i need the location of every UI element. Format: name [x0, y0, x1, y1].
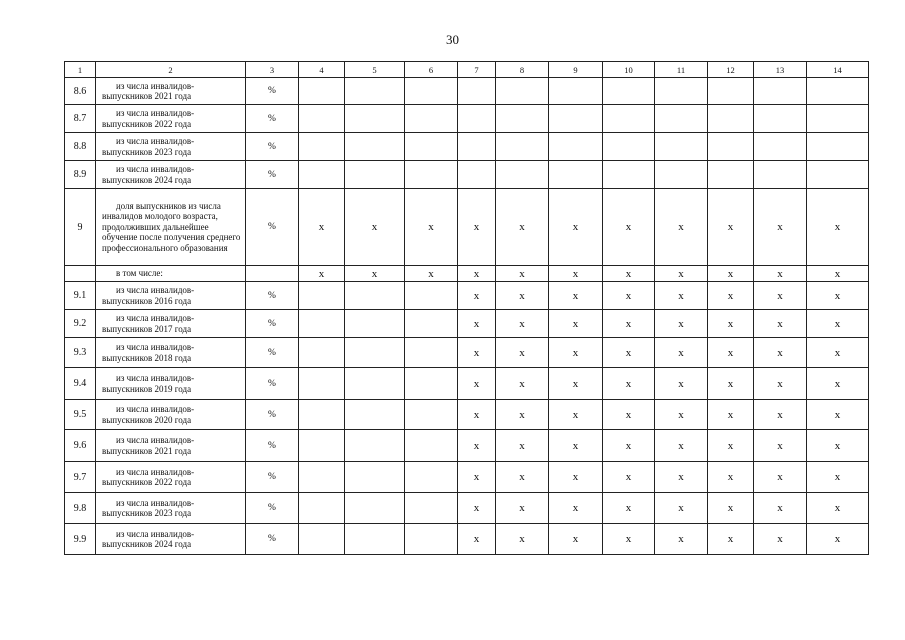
- empty-cell: [299, 462, 345, 493]
- row-label-cell: [96, 78, 246, 105]
- column-number: 9: [549, 62, 603, 78]
- empty-cell: [345, 161, 405, 189]
- row-unit: %: [246, 105, 299, 133]
- column-number: 8: [496, 62, 549, 78]
- x-mark-cell: x: [807, 189, 869, 266]
- row-label: из числа инвалидов-выпускников 2017 года: [102, 313, 195, 334]
- empty-cell: [807, 133, 869, 161]
- column-number: 4: [299, 62, 345, 78]
- x-mark-cell: x: [299, 189, 345, 266]
- x-mark-cell: x: [549, 338, 603, 368]
- empty-cell: [405, 524, 458, 555]
- table-row: [65, 430, 869, 462]
- table-row: [65, 161, 869, 189]
- x-mark-cell: x: [496, 493, 549, 524]
- row-unit: %: [246, 78, 299, 105]
- empty-cell: [299, 105, 345, 133]
- empty-cell: [299, 133, 345, 161]
- x-mark-cell: x: [458, 493, 496, 524]
- row-label-cell: [96, 524, 246, 555]
- column-number: 11: [655, 62, 708, 78]
- row-number: 9.2: [65, 310, 96, 338]
- row-label-cell: [96, 493, 246, 524]
- x-mark-cell: x: [708, 368, 754, 400]
- empty-cell: [299, 400, 345, 430]
- empty-cell: [345, 310, 405, 338]
- empty-cell: [345, 78, 405, 105]
- x-mark-cell: x: [549, 266, 603, 282]
- empty-cell: [603, 161, 655, 189]
- empty-cell: [496, 105, 549, 133]
- empty-cell: [299, 78, 345, 105]
- empty-cell: [603, 105, 655, 133]
- x-mark-cell: x: [458, 524, 496, 555]
- empty-cell: [754, 105, 807, 133]
- x-mark-cell: x: [807, 462, 869, 493]
- x-mark-cell: x: [708, 493, 754, 524]
- x-mark-cell: x: [496, 310, 549, 338]
- row-label-cell: [96, 310, 246, 338]
- row-label-cell: [96, 400, 246, 430]
- row-unit: %: [246, 282, 299, 310]
- row-label-cell: [96, 105, 246, 133]
- table-row: [65, 493, 869, 524]
- row-number: 8.9: [65, 161, 96, 189]
- x-mark-cell: x: [549, 430, 603, 462]
- empty-cell: [405, 338, 458, 368]
- x-mark-cell: x: [754, 338, 807, 368]
- table-body: [65, 62, 869, 555]
- empty-cell: [345, 368, 405, 400]
- empty-cell: [405, 462, 458, 493]
- column-number: 2: [96, 62, 246, 78]
- x-mark-cell: x: [458, 338, 496, 368]
- table-row: [65, 310, 869, 338]
- x-mark-cell: x: [458, 310, 496, 338]
- x-mark-cell: x: [754, 189, 807, 266]
- row-unit: [246, 266, 299, 282]
- x-mark-cell: x: [807, 368, 869, 400]
- row-label: в том числе:: [116, 268, 163, 279]
- x-mark-cell: x: [496, 430, 549, 462]
- x-mark-cell: x: [458, 266, 496, 282]
- x-mark-cell: x: [708, 462, 754, 493]
- empty-cell: [345, 524, 405, 555]
- x-mark-cell: x: [345, 189, 405, 266]
- empty-cell: [299, 338, 345, 368]
- x-mark-cell: x: [603, 368, 655, 400]
- table-row: [65, 368, 869, 400]
- empty-cell: [708, 78, 754, 105]
- row-label-cell: [96, 189, 246, 266]
- x-mark-cell: x: [458, 282, 496, 310]
- x-mark-cell: x: [708, 310, 754, 338]
- x-mark-cell: x: [603, 400, 655, 430]
- empty-cell: [299, 282, 345, 310]
- row-label-cell: [96, 282, 246, 310]
- x-mark-cell: x: [549, 400, 603, 430]
- table-row: [65, 338, 869, 368]
- empty-cell: [603, 133, 655, 161]
- x-mark-cell: x: [807, 430, 869, 462]
- table-row: [65, 400, 869, 430]
- row-label: доля выпускников из числа инвалидов молодого возраста, продолживших дальнейшее обучение после получения среднего профессионального образования: [102, 200, 241, 253]
- empty-cell: [405, 78, 458, 105]
- empty-cell: [345, 338, 405, 368]
- x-mark-cell: x: [496, 189, 549, 266]
- x-mark-cell: x: [496, 266, 549, 282]
- row-label: из числа инвалидов-выпускников 2016 года: [102, 285, 195, 306]
- x-mark-cell: x: [655, 462, 708, 493]
- row-number: 9.5: [65, 400, 96, 430]
- x-mark-cell: x: [754, 462, 807, 493]
- empty-cell: [299, 430, 345, 462]
- x-mark-cell: x: [754, 310, 807, 338]
- x-mark-cell: x: [458, 189, 496, 266]
- row-unit: %: [246, 462, 299, 493]
- column-number: 7: [458, 62, 496, 78]
- empty-cell: [458, 78, 496, 105]
- row-number: 8.6: [65, 78, 96, 105]
- row-number: 9: [65, 189, 96, 266]
- x-mark-cell: x: [549, 524, 603, 555]
- empty-cell: [405, 430, 458, 462]
- row-label: из числа инвалидов-выпускников 2021 года: [102, 80, 195, 101]
- empty-cell: [549, 161, 603, 189]
- x-mark-cell: x: [708, 282, 754, 310]
- x-mark-cell: x: [754, 524, 807, 555]
- row-label-cell: [96, 161, 246, 189]
- x-mark-cell: x: [496, 462, 549, 493]
- empty-cell: [405, 282, 458, 310]
- x-mark-cell: x: [708, 189, 754, 266]
- empty-cell: [496, 78, 549, 105]
- empty-cell: [458, 161, 496, 189]
- column-number: 13: [754, 62, 807, 78]
- empty-cell: [345, 105, 405, 133]
- x-mark-cell: x: [496, 368, 549, 400]
- empty-cell: [345, 430, 405, 462]
- row-unit: %: [246, 368, 299, 400]
- row-label: из числа инвалидов-выпускников 2022 года: [102, 466, 195, 487]
- table-row: [65, 524, 869, 555]
- row-label-cell: [96, 430, 246, 462]
- x-mark-cell: x: [708, 430, 754, 462]
- x-mark-cell: x: [655, 493, 708, 524]
- table-row: [65, 105, 869, 133]
- empty-cell: [405, 133, 458, 161]
- x-mark-cell: x: [754, 282, 807, 310]
- row-label: из числа инвалидов-выпускников 2020 года: [102, 404, 195, 425]
- row-unit: %: [246, 161, 299, 189]
- row-label-cell: [96, 266, 246, 282]
- empty-cell: [708, 105, 754, 133]
- x-mark-cell: x: [708, 524, 754, 555]
- empty-cell: [405, 161, 458, 189]
- row-unit: %: [246, 189, 299, 266]
- x-mark-cell: x: [655, 524, 708, 555]
- column-number: 3: [246, 62, 299, 78]
- empty-cell: [655, 78, 708, 105]
- x-mark-cell: x: [458, 400, 496, 430]
- empty-cell: [655, 133, 708, 161]
- x-mark-cell: x: [655, 338, 708, 368]
- column-number: 5: [345, 62, 405, 78]
- row-unit: %: [246, 338, 299, 368]
- x-mark-cell: x: [496, 400, 549, 430]
- x-mark-cell: x: [496, 524, 549, 555]
- empty-cell: [603, 78, 655, 105]
- table-row: [65, 189, 869, 266]
- empty-cell: [405, 400, 458, 430]
- empty-cell: [405, 368, 458, 400]
- empty-cell: [549, 105, 603, 133]
- empty-cell: [496, 133, 549, 161]
- x-mark-cell: x: [807, 524, 869, 555]
- row-label: из числа инвалидов-выпускников 2024 года: [102, 528, 195, 549]
- column-number: 14: [807, 62, 869, 78]
- x-mark-cell: x: [549, 493, 603, 524]
- x-mark-cell: x: [655, 400, 708, 430]
- empty-cell: [655, 105, 708, 133]
- table-row: [65, 266, 869, 282]
- table-row: [65, 282, 869, 310]
- row-label: из числа инвалидов-выпускников 2024 года: [102, 164, 195, 185]
- x-mark-cell: x: [345, 266, 405, 282]
- x-mark-cell: x: [655, 430, 708, 462]
- empty-cell: [655, 161, 708, 189]
- x-mark-cell: x: [603, 310, 655, 338]
- x-mark-cell: x: [655, 189, 708, 266]
- row-number: 9.4: [65, 368, 96, 400]
- x-mark-cell: x: [603, 282, 655, 310]
- x-mark-cell: x: [458, 430, 496, 462]
- x-mark-cell: x: [708, 338, 754, 368]
- row-unit: %: [246, 400, 299, 430]
- row-unit: %: [246, 524, 299, 555]
- empty-cell: [345, 400, 405, 430]
- row-number: 9.9: [65, 524, 96, 555]
- x-mark-cell: x: [708, 266, 754, 282]
- empty-cell: [754, 133, 807, 161]
- x-mark-cell: x: [496, 282, 549, 310]
- row-number: 8.7: [65, 105, 96, 133]
- column-number-row: [65, 62, 869, 78]
- row-unit: %: [246, 430, 299, 462]
- empty-cell: [299, 161, 345, 189]
- empty-cell: [754, 161, 807, 189]
- row-label-cell: [96, 133, 246, 161]
- x-mark-cell: x: [458, 368, 496, 400]
- empty-cell: [458, 133, 496, 161]
- x-mark-cell: x: [603, 493, 655, 524]
- x-mark-cell: x: [549, 189, 603, 266]
- empty-cell: [405, 493, 458, 524]
- x-mark-cell: x: [807, 282, 869, 310]
- empty-cell: [807, 161, 869, 189]
- x-mark-cell: x: [549, 282, 603, 310]
- row-label: из числа инвалидов-выпускников 2018 года: [102, 342, 195, 363]
- empty-cell: [405, 310, 458, 338]
- row-label-cell: [96, 462, 246, 493]
- column-number: 6: [405, 62, 458, 78]
- x-mark-cell: x: [549, 368, 603, 400]
- row-label-cell: [96, 338, 246, 368]
- empty-cell: [458, 105, 496, 133]
- empty-cell: [299, 310, 345, 338]
- row-unit: %: [246, 493, 299, 524]
- x-mark-cell: x: [655, 282, 708, 310]
- x-mark-cell: x: [655, 310, 708, 338]
- row-number: 9.7: [65, 462, 96, 493]
- row-label: из числа инвалидов-выпускников 2023 года: [102, 136, 195, 157]
- empty-cell: [345, 282, 405, 310]
- empty-cell: [807, 78, 869, 105]
- x-mark-cell: x: [754, 400, 807, 430]
- x-mark-cell: x: [655, 266, 708, 282]
- empty-cell: [299, 493, 345, 524]
- row-number: 9.6: [65, 430, 96, 462]
- empty-cell: [549, 78, 603, 105]
- empty-cell: [754, 78, 807, 105]
- x-mark-cell: x: [496, 338, 549, 368]
- empty-cell: [549, 133, 603, 161]
- x-mark-cell: x: [603, 189, 655, 266]
- table-row: [65, 133, 869, 161]
- page-number: 30: [446, 32, 459, 47]
- table-row: [65, 78, 869, 105]
- column-number: 12: [708, 62, 754, 78]
- x-mark-cell: x: [603, 266, 655, 282]
- x-mark-cell: x: [603, 524, 655, 555]
- x-mark-cell: x: [754, 266, 807, 282]
- empty-cell: [299, 524, 345, 555]
- x-mark-cell: x: [405, 189, 458, 266]
- row-number: [65, 266, 96, 282]
- empty-cell: [345, 133, 405, 161]
- column-number: 10: [603, 62, 655, 78]
- x-mark-cell: x: [299, 266, 345, 282]
- x-mark-cell: x: [549, 310, 603, 338]
- empty-cell: [496, 161, 549, 189]
- x-mark-cell: x: [458, 462, 496, 493]
- x-mark-cell: x: [603, 338, 655, 368]
- x-mark-cell: x: [807, 400, 869, 430]
- x-mark-cell: x: [754, 430, 807, 462]
- x-mark-cell: x: [549, 462, 603, 493]
- row-label: из числа инвалидов-выпускников 2022 года: [102, 108, 195, 129]
- x-mark-cell: x: [405, 266, 458, 282]
- empty-cell: [708, 161, 754, 189]
- x-mark-cell: x: [708, 400, 754, 430]
- table-row: [65, 462, 869, 493]
- row-label: из числа инвалидов-выпускников 2021 года: [102, 435, 195, 456]
- empty-cell: [708, 133, 754, 161]
- indicator-table: [64, 61, 869, 555]
- x-mark-cell: x: [807, 266, 869, 282]
- row-unit: %: [246, 310, 299, 338]
- row-number: 9.1: [65, 282, 96, 310]
- column-number: 1: [65, 62, 96, 78]
- empty-cell: [345, 493, 405, 524]
- row-number: 8.8: [65, 133, 96, 161]
- x-mark-cell: x: [807, 493, 869, 524]
- empty-cell: [807, 105, 869, 133]
- empty-cell: [405, 105, 458, 133]
- row-unit: %: [246, 133, 299, 161]
- row-label-cell: [96, 368, 246, 400]
- row-number: 9.8: [65, 493, 96, 524]
- x-mark-cell: x: [655, 368, 708, 400]
- x-mark-cell: x: [603, 430, 655, 462]
- row-label: из числа инвалидов-выпускников 2023 года: [102, 497, 195, 518]
- x-mark-cell: x: [754, 368, 807, 400]
- x-mark-cell: x: [807, 338, 869, 368]
- x-mark-cell: x: [754, 493, 807, 524]
- x-mark-cell: x: [603, 462, 655, 493]
- row-number: 9.3: [65, 338, 96, 368]
- empty-cell: [345, 462, 405, 493]
- row-label: из числа инвалидов-выпускников 2019 года: [102, 373, 195, 394]
- x-mark-cell: x: [807, 310, 869, 338]
- empty-cell: [299, 368, 345, 400]
